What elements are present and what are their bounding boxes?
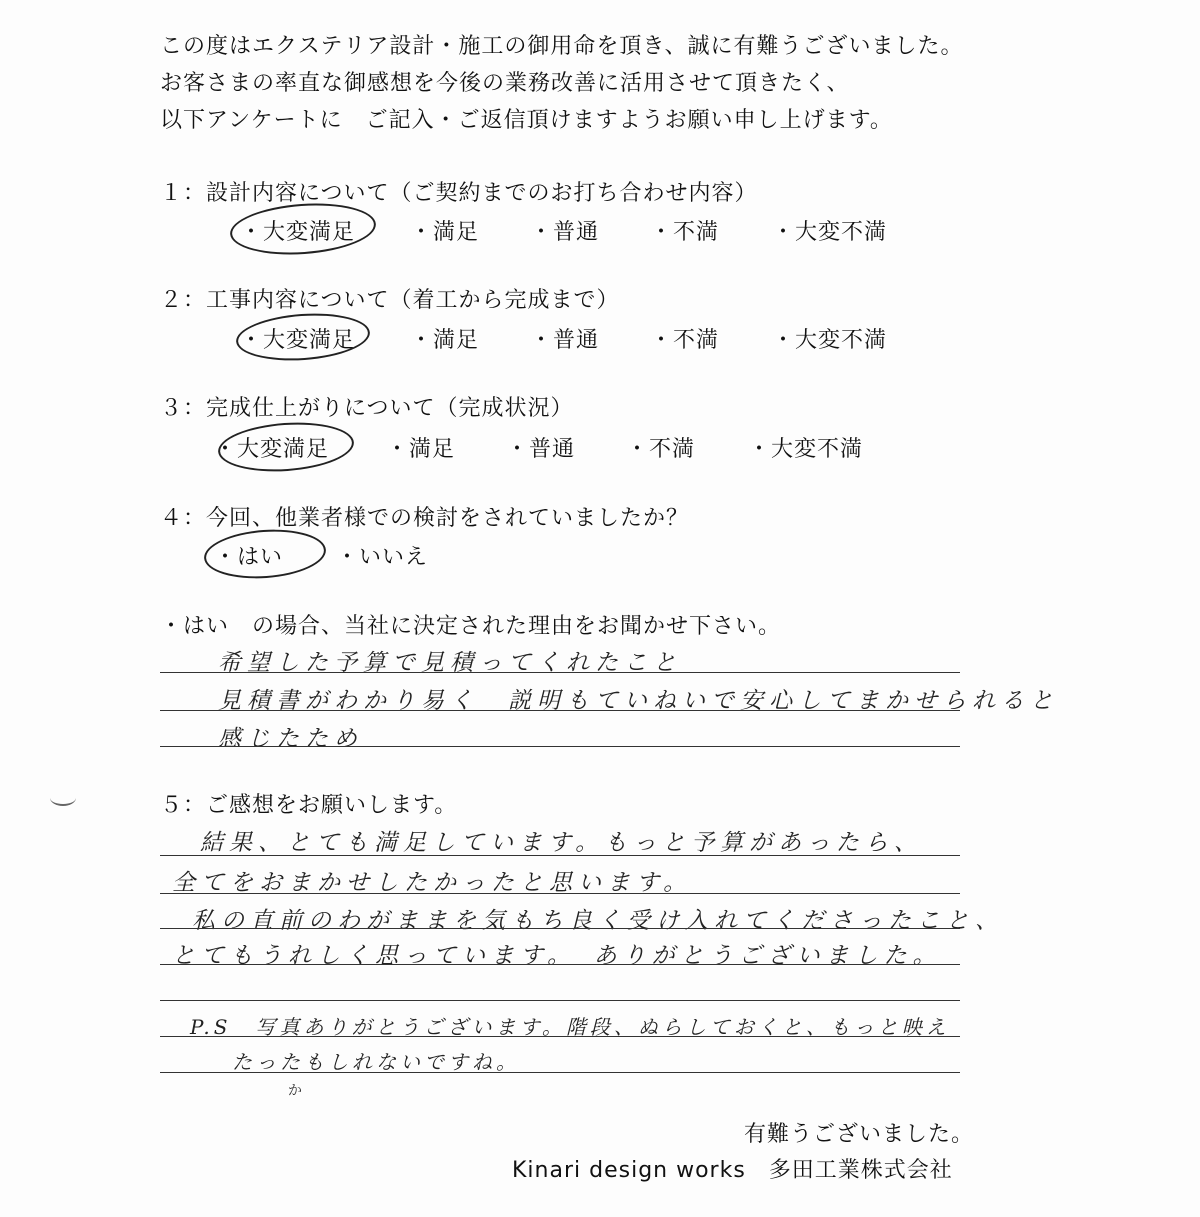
- question-4-title: ４：今回、他業者様での検討をされていましたか？: [160, 506, 690, 531]
- company-name: Kinari design works 多田工業株式会社: [512, 1158, 953, 1183]
- answer-rule: [160, 928, 960, 929]
- answer-rule: [160, 746, 960, 747]
- intro-line-1: この度はエクステリア設計・施工の御用命を頂き、誠に有難うございました。: [160, 34, 964, 59]
- q3-selection-circle: [216, 418, 355, 475]
- q3-option-satisfied[interactable]: ・満足: [386, 437, 456, 462]
- q3-option-very-satisfied[interactable]: ・大変満足: [214, 437, 330, 462]
- answer-rule: [160, 1036, 960, 1037]
- answer-rule: [160, 893, 960, 894]
- q2-option-very-dissatisfied[interactable]: ・大変不満: [772, 328, 888, 353]
- intro-line-3: 以下アンケートに ご記入・ご返信頂けますようお願い申し上げます。: [160, 108, 893, 133]
- q2-selection-circle: [235, 309, 372, 364]
- comments-title: ５：ご感想をお願いします。: [160, 793, 458, 818]
- comment-line-4: とてもうれしく思っています。 ありがとうございました。: [172, 943, 942, 969]
- q1-option-satisfied[interactable]: ・満足: [410, 220, 480, 245]
- q3-option-neutral[interactable]: ・普通: [506, 437, 576, 462]
- q4-option-no[interactable]: ・いいえ: [336, 545, 429, 570]
- comment-line-6: P.S 写真ありがとうございます。階段、ぬらしておくと、もっと映え: [190, 1015, 950, 1039]
- q4-selection-circle: [202, 526, 327, 582]
- q3-option-dissatisfied[interactable]: ・不満: [626, 437, 696, 462]
- reason-answer-line-1: 希望した予算で見積ってくれたこと: [218, 650, 682, 676]
- answer-rule: [160, 855, 960, 856]
- reason-answer-line-3: 感じたため: [218, 726, 363, 752]
- q1-option-neutral[interactable]: ・普通: [530, 220, 600, 245]
- intro-line-2: お客さまの率直な御感想を今後の業務改善に活用させて頂きたく、: [160, 71, 850, 96]
- answer-rule: [160, 710, 960, 711]
- question-3-title: ３：完成仕上がりについて（完成状況）: [160, 396, 574, 421]
- answer-rule: [160, 964, 960, 965]
- answer-rule: [160, 1072, 960, 1073]
- comment-line-1: 結果、とても満足しています。もっと予算があったら、: [200, 830, 923, 856]
- closing-thanks: 有難うございました。: [744, 1122, 975, 1147]
- q1-option-very-satisfied[interactable]: ・大変満足: [240, 220, 356, 245]
- q1-selection-circle: [228, 199, 377, 259]
- q1-option-very-dissatisfied[interactable]: ・大変不満: [772, 220, 888, 245]
- q3-option-very-dissatisfied[interactable]: ・大変不満: [748, 437, 864, 462]
- comment-line-3: 私の直前のわがままを気もち良く受け入れてくださったこと、: [192, 908, 1004, 934]
- q2-option-satisfied[interactable]: ・満足: [410, 328, 480, 353]
- answer-rule: [160, 672, 960, 673]
- q2-option-very-satisfied[interactable]: ・大変満足: [240, 328, 356, 353]
- punch-hole-mark: [50, 790, 76, 806]
- q4-option-yes[interactable]: ・はい: [214, 545, 284, 570]
- q1-option-dissatisfied[interactable]: ・不満: [650, 220, 720, 245]
- question-2-title: ２：工事内容について（着工から完成まで）: [160, 288, 620, 313]
- answer-rule: [160, 1000, 960, 1001]
- comment-line-7: たったもしれないですね。: [232, 1050, 520, 1074]
- reason-answer-line-2: 見積書がわかり易く 説明もていねいで安心してまかせられると: [218, 688, 1059, 714]
- reason-title: ・はい の場合、当社に決定された理由をお聞かせ下さい。: [160, 614, 782, 639]
- question-1-title: １：設計内容について（ご契約までのお打ち合わせ内容）: [160, 181, 758, 206]
- insertion-mark: か: [288, 1083, 302, 1099]
- q2-option-dissatisfied[interactable]: ・不満: [650, 328, 720, 353]
- q2-option-neutral[interactable]: ・普通: [530, 328, 600, 353]
- comment-line-2: 全てをおまかせしたかったと思います。: [172, 870, 693, 896]
